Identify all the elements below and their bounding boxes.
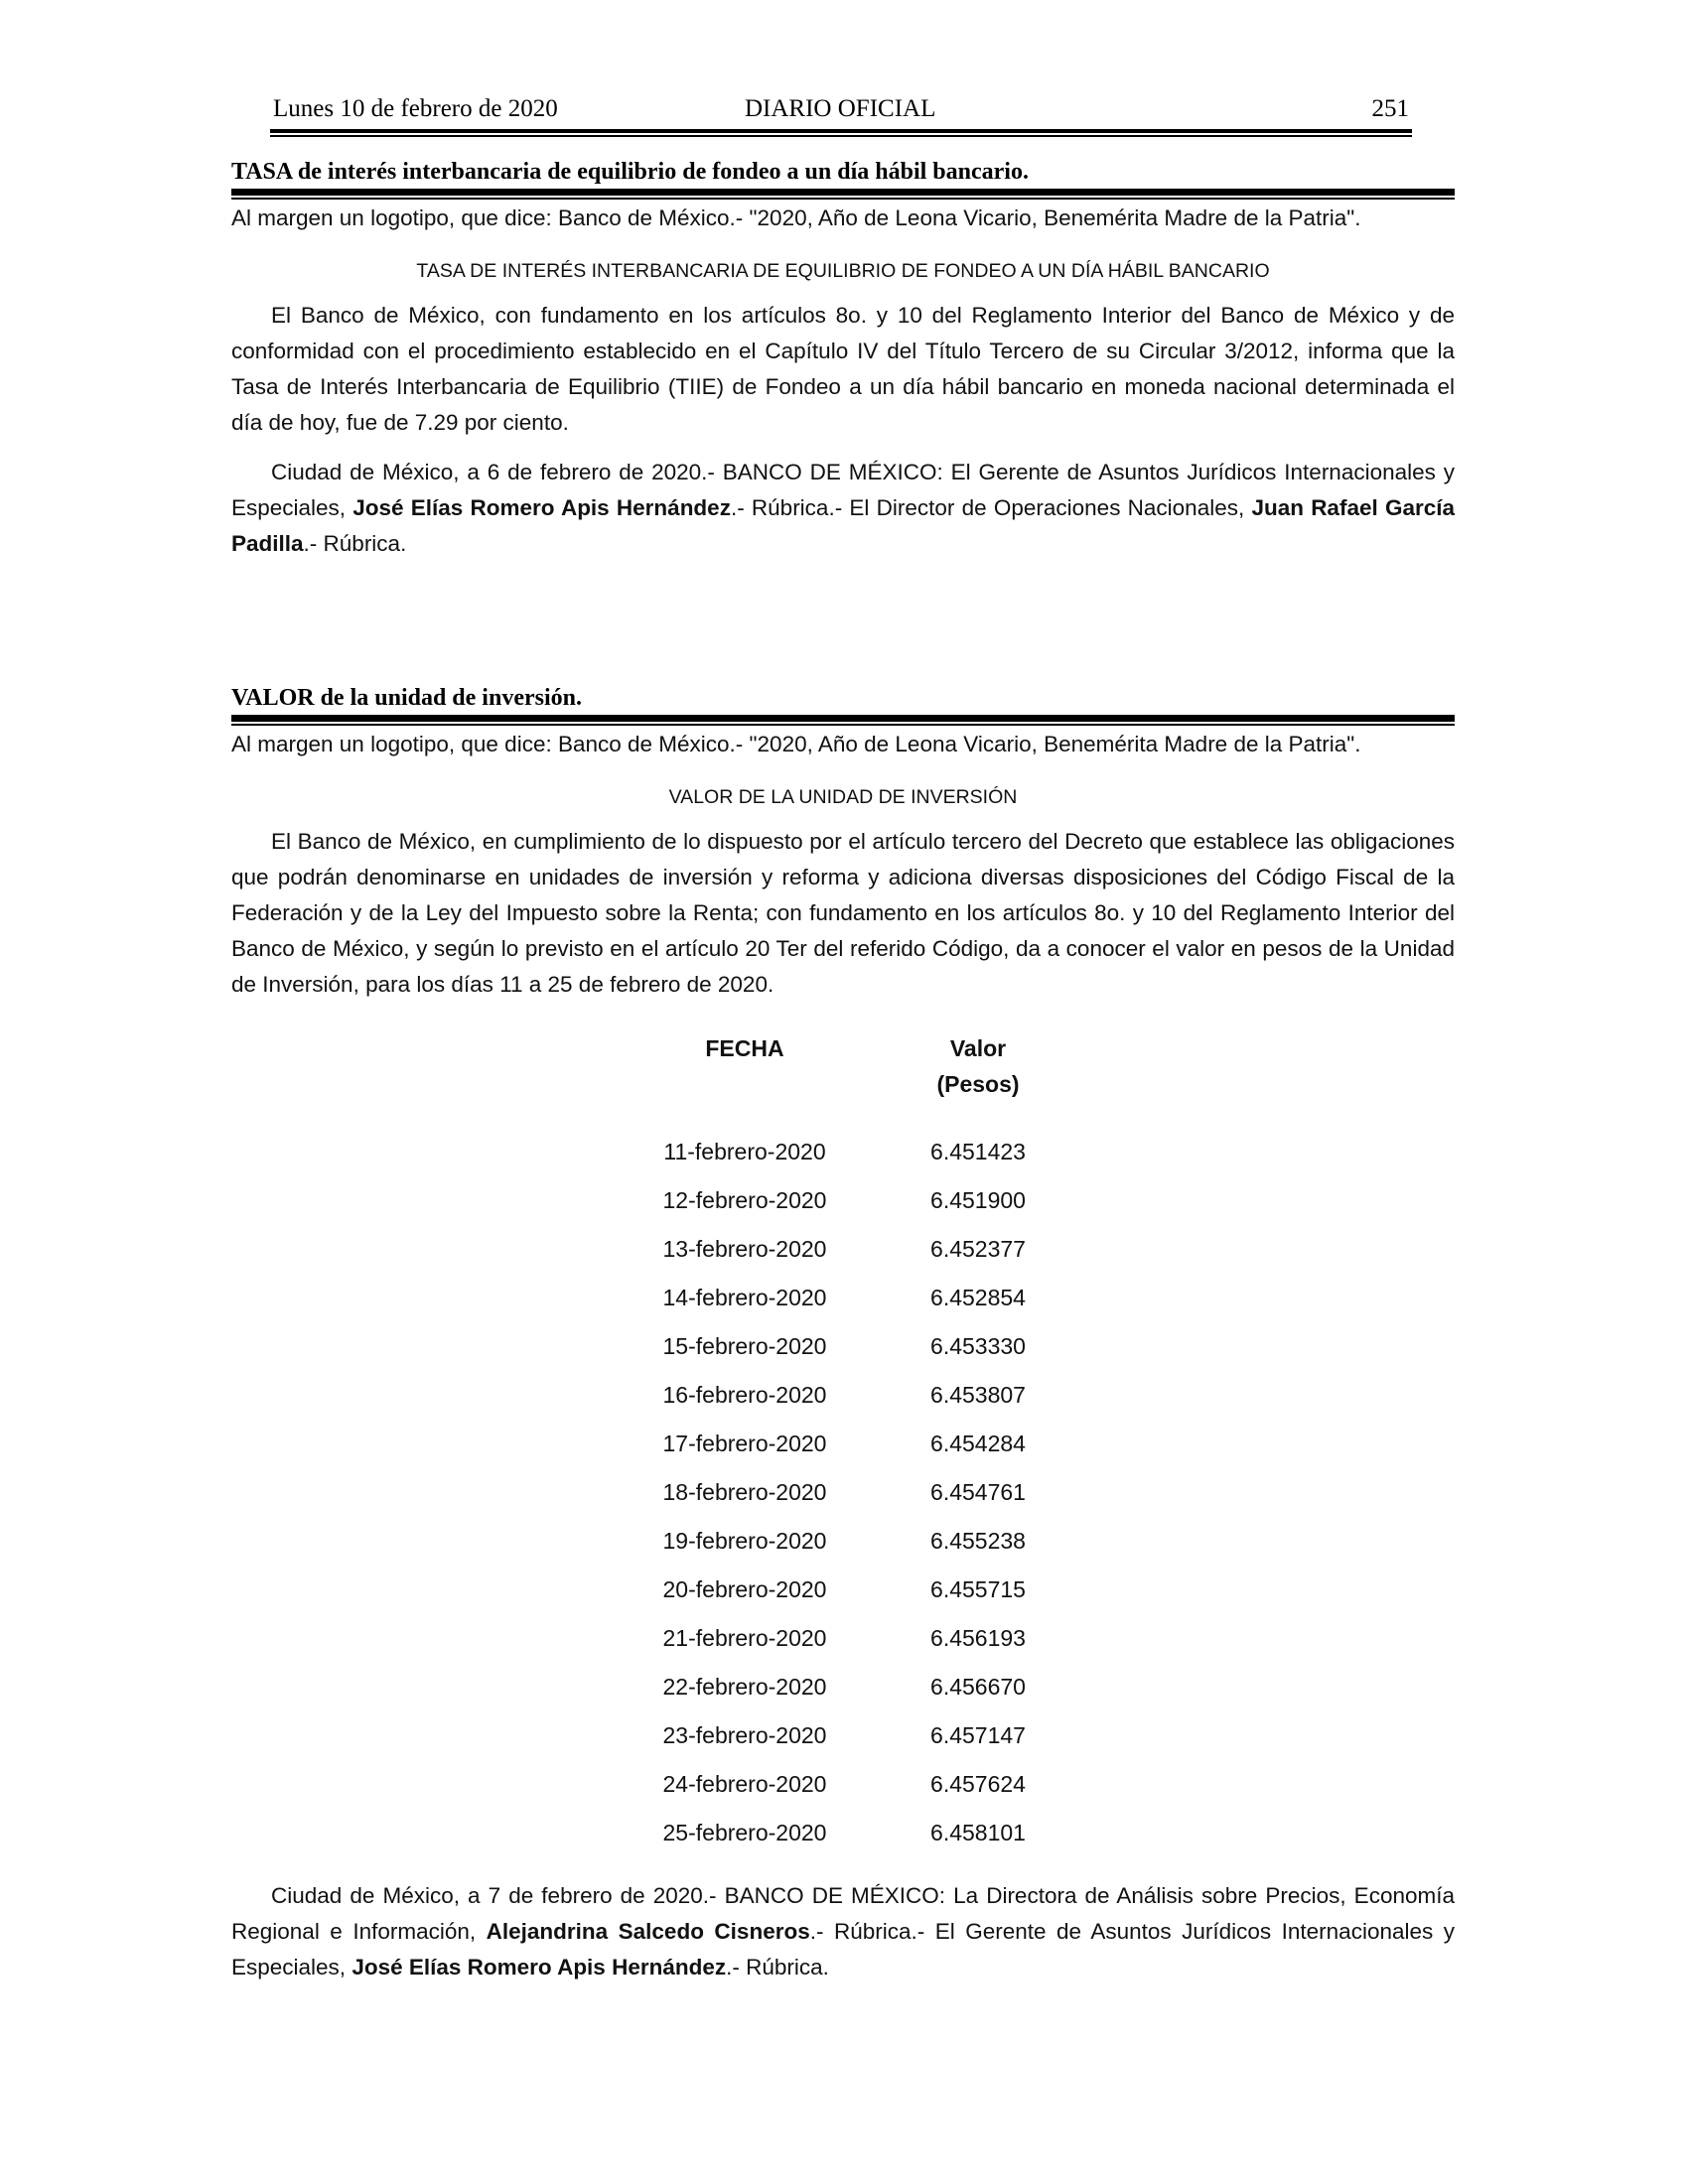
table-row: [626, 1663, 1062, 1711]
table-row: [626, 1614, 1062, 1663]
table-row: [626, 1225, 1062, 1274]
section-rule: [231, 189, 1455, 200]
cell-valor: 6.453330: [930, 1333, 1026, 1359]
cell-fecha: 11-febrero-2020: [663, 1139, 826, 1164]
cell-fecha: 20-febrero-2020: [662, 1576, 827, 1602]
cell-fecha: 23-febrero-2020: [662, 1722, 827, 1748]
signatory-name: José Elías Romero Apis Hernández: [352, 495, 731, 520]
cell-fecha: 24-febrero-2020: [662, 1771, 827, 1797]
cell-fecha: 19-febrero-2020: [662, 1528, 827, 1554]
section-subtitle: TASA DE INTERÉS INTERBANCARIA DE EQUILIBRIO DE FONDEO A UN DÍA HÁBIL BANCARIO: [416, 260, 1270, 282]
section-paragraph: El Banco de México, con fundamento en los artículos 8o. y 10 del Reglamento Interior del Banco de México y de conformidad con el procedimiento establecido en el Capítulo IV del Título Tercero de su Circular 3/2012, informa que la Tasa de Interés Interbancaria de Equilibrio (TIIE) de Fondeo a un día hábil bancario en moneda nacional determinada el día de hoy, fue de 7.29 por ciento.: [231, 303, 1455, 435]
cell-fecha: 16-febrero-2020: [662, 1382, 827, 1408]
signatory-name: José Elías Romero Apis Hernández: [352, 1955, 727, 1979]
header-rule-thin: [270, 135, 1412, 137]
cell-fecha: 25-febrero-2020: [662, 1820, 827, 1845]
udi-values-table: [626, 1030, 1062, 1857]
table-row: [626, 1274, 1062, 1322]
cell-fecha: 14-febrero-2020: [662, 1285, 827, 1310]
table-header-row: [626, 1030, 1062, 1102]
table-row: [626, 1322, 1062, 1371]
cell-valor: 6.454761: [930, 1479, 1026, 1505]
section-paragraph: El Banco de México, en cumplimiento de lo dispuesto por el artículo tercero del Decreto que establece las obligaciones que podrán denominarse en unidades de inversión y reforma y adiciona diversas disposiciones del Código Fiscal de la Federación y de la Ley del Impuesto sobre la Renta; con fundamento en los artículos 8o. y 10 del Reglamento Interior del Banco de México, y según lo previsto en el artículo 20 Ter del referido Código, da a conocer el valor en pesos de la Unidad de Inversión, para los días 11 a 25 de febrero de 2020.: [231, 829, 1455, 997]
section-tiie-fondeo: [231, 157, 1455, 562]
section-rule: [231, 715, 1455, 726]
cell-valor: 6.457624: [930, 1771, 1026, 1797]
section-title: TASA de interés interbancaria de equilibrio de fondeo a un día hábil bancario.: [231, 159, 1029, 185]
section-valor-udi-signature: [231, 1878, 1455, 1985]
cell-fecha: 22-febrero-2020: [662, 1674, 827, 1700]
cell-valor: 6.451900: [930, 1187, 1026, 1213]
cell-valor: 6.455238: [930, 1528, 1026, 1554]
table-row: [626, 1128, 1062, 1176]
header-publication: DIARIO OFICIAL: [745, 95, 936, 122]
signature-text: Ciudad de México, a 6 de febrero de 2020.- BANCO DE MÉXICO: El Gerente de Asuntos Jurídicos Internacionales y Especiales,: [231, 460, 1455, 520]
cell-fecha: 17-febrero-2020: [662, 1431, 827, 1456]
column-header-fecha: FECHA: [705, 1035, 784, 1061]
header-page-number: 251: [1371, 95, 1409, 122]
signature-text: .- Rúbrica.- El Director de Operaciones Nacionales,: [730, 495, 1252, 520]
table-row: [626, 1760, 1062, 1809]
margin-note: Al margen un logotipo, que dice: Banco de México.- "2020, Año de Leona Vicario, Benemérita Madre de la Patria".: [231, 205, 1361, 230]
cell-valor: 6.453807: [930, 1382, 1026, 1408]
cell-fecha: 18-febrero-2020: [662, 1479, 827, 1505]
margin-note: Al margen un logotipo, que dice: Banco de México.- "2020, Año de Leona Vicario, Benemérita Madre de la Patria".: [231, 732, 1361, 756]
table-row: [626, 1468, 1062, 1517]
column-header-valor: [854, 1030, 1062, 1102]
cell-fecha: 12-febrero-2020: [662, 1187, 827, 1213]
table-row: [626, 1517, 1062, 1566]
table-row: [626, 1176, 1062, 1225]
cell-fecha: 15-febrero-2020: [662, 1333, 827, 1359]
signature-paragraph: [231, 455, 1455, 562]
signatory-name: Juan Rafael García Padilla: [231, 495, 1455, 556]
header-rule: [270, 129, 1412, 137]
cell-fecha: 13-febrero-2020: [662, 1236, 827, 1262]
section-title: VALOR de la unidad de inversión.: [231, 685, 582, 711]
table-row: [626, 1711, 1062, 1760]
table-row: [626, 1420, 1062, 1468]
cell-fecha: 21-febrero-2020: [662, 1625, 827, 1651]
column-header-valor-line1: Valor: [949, 1035, 1007, 1061]
cell-valor: 6.452854: [930, 1285, 1026, 1310]
signatory-name: Alejandrina Salcedo Cisneros: [486, 1919, 810, 1944]
table-spacer: [626, 1102, 1062, 1128]
table-row: [626, 1371, 1062, 1420]
column-header-valor-line2: (Pesos): [936, 1071, 1020, 1097]
cell-valor: 6.456193: [930, 1625, 1026, 1651]
cell-valor: 6.454284: [930, 1431, 1026, 1456]
cell-valor: 6.456670: [930, 1674, 1026, 1700]
section-valor-udi: [231, 683, 1455, 1003]
cell-valor: 6.455715: [930, 1576, 1026, 1602]
signature-text: .- Rúbrica.: [726, 1955, 829, 1979]
cell-valor: 6.457147: [930, 1722, 1026, 1748]
table-row: [626, 1809, 1062, 1857]
cell-valor: 6.451423: [930, 1139, 1026, 1164]
cell-valor: 6.452377: [930, 1236, 1026, 1262]
section-subtitle: VALOR DE LA UNIDAD DE INVERSIÓN: [668, 786, 1018, 808]
signature-paragraph: [231, 1878, 1455, 1985]
signature-text: .- Rúbrica.: [303, 531, 407, 556]
table-row: [626, 1566, 1062, 1614]
header-date: Lunes 10 de febrero de 2020: [273, 95, 558, 122]
signature-text: .- Rúbrica.- El Gerente de Asuntos Jurídicos Internacionales y Especiales,: [231, 1919, 1455, 1979]
cell-valor: 6.458101: [930, 1820, 1026, 1845]
signature-text: Ciudad de México, a 7 de febrero de 2020.- BANCO DE MÉXICO: La Directora de Análisis sobre Precios, Economía Regional e Información,: [231, 1883, 1455, 1944]
